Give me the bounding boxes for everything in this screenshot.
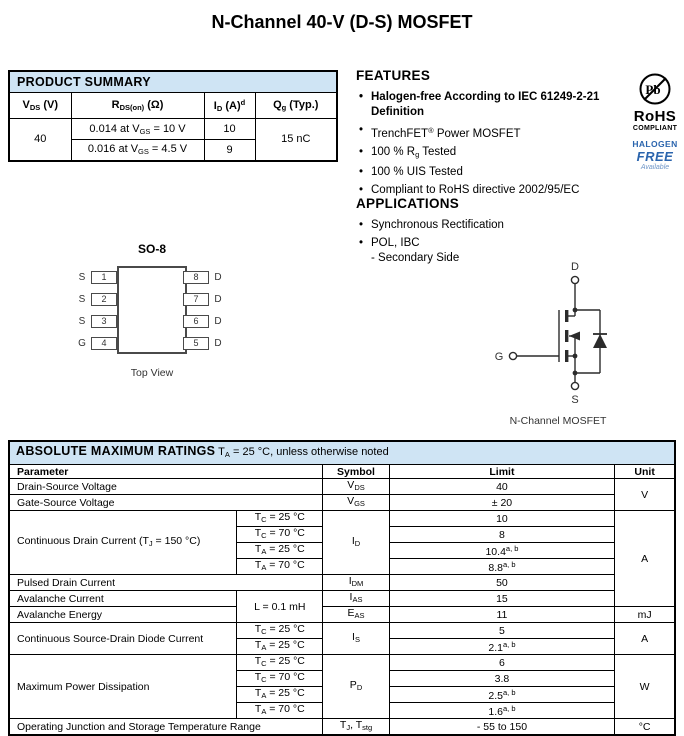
unit-cell: A	[615, 623, 675, 655]
limit-cell: 2.5$^{a, b}$	[389, 687, 615, 703]
pin-number-box: 3	[91, 315, 117, 328]
param-cell: Pulsed Drain Current	[9, 575, 323, 591]
rohs-label: RoHS	[633, 108, 677, 125]
condition-cell: $T_C = 70$ °C	[237, 671, 323, 687]
symbol-cell: $T_J$, $T_{stg}$	[323, 719, 389, 736]
package-title: SO-8	[137, 242, 166, 256]
unit-cell: mJ	[615, 607, 675, 623]
limit-cell: 10	[389, 511, 615, 527]
free-label: FREE	[636, 149, 674, 164]
unit-cell: °C	[615, 719, 675, 736]
applications-section	[356, 196, 624, 266]
available-label: Available	[640, 164, 670, 171]
unit-cell: V	[615, 479, 675, 511]
product-summary-table	[8, 70, 338, 162]
amr-row	[9, 511, 675, 527]
condition-cell: $T_C = 25$ °C	[237, 623, 323, 639]
amr-row	[9, 575, 675, 591]
amr-title-row	[9, 441, 675, 465]
halogen-label: HALOGEN	[632, 139, 678, 149]
symbol-cell: $I_S$	[323, 623, 389, 655]
mosfet-symbol	[478, 258, 638, 427]
limit-cell: 10.4$^{a, b}$	[389, 543, 615, 559]
mosfet-symbol-caption: N-Channel MOSFET	[509, 415, 607, 427]
product-summary-header-row	[9, 93, 337, 119]
features-heading: FEATURES	[356, 68, 431, 83]
pin-row	[73, 266, 231, 288]
limit-cell: 2.1$^{a, b}$	[389, 639, 615, 655]
col-header-symbol: Symbol	[323, 465, 389, 479]
rdson-value: 0.016 at $V_{GS} = 4.5$ V	[71, 140, 204, 161]
vds-value: 40	[9, 119, 71, 161]
condition-cell: $T_A = 70$ °C	[237, 703, 323, 719]
condition-cell: $T_C = 25$ °C	[237, 655, 323, 671]
product-summary-title-row	[9, 71, 337, 93]
amr-row	[9, 479, 675, 495]
pin-function-label: S	[78, 315, 86, 327]
pin-number-box: 7	[183, 293, 209, 306]
pin-row	[73, 288, 231, 310]
limit-cell: 1.6$^{a, b}$	[389, 703, 615, 719]
amr-row	[9, 623, 675, 639]
gate-label: G	[494, 351, 504, 363]
limit-cell: 11	[389, 607, 615, 623]
feature-item: • 100 % UIS Tested	[356, 165, 624, 180]
limit-cell: 15	[389, 591, 615, 607]
pin-number-box: 8	[183, 271, 209, 284]
pin-function-label: D	[214, 315, 222, 327]
features-list	[356, 90, 624, 198]
drain-label: D	[571, 261, 579, 273]
package-top-view	[73, 266, 231, 354]
param-cell: Gate-Source Voltage	[9, 495, 323, 511]
feature-item: • 100 % $R_g$ Tested	[356, 145, 624, 162]
rdson-value: 0.014 at $V_{GS} = 10$ V	[71, 119, 204, 140]
param-cell: Avalanche Energy	[9, 607, 237, 623]
application-item: • POL, IBC	[356, 236, 624, 251]
applications-list	[356, 218, 624, 251]
col-header-rdson: $R_{DS(on)}$ (Ω)	[71, 93, 204, 119]
pin-number-box: 1	[91, 271, 117, 284]
symbol-cell: $I_{DM}$	[323, 575, 389, 591]
feature-item: • Compliant to RoHS directive 2002/95/EC	[356, 183, 624, 198]
col-header-qg: $Q_g$ (Typ.)	[255, 93, 337, 119]
pin-number-box: 2	[91, 293, 117, 306]
condition-cell: $T_C = 25$ °C	[237, 511, 323, 527]
param-cell: Continuous Drain Current ($T_J = 150$ °C)	[9, 511, 237, 575]
param-cell: Operating Junction and Storage Temperature Range	[9, 719, 323, 736]
application-sub-item: - Secondary Side	[371, 252, 460, 264]
condition-cell: L = 0.1 mH	[237, 591, 323, 623]
limit-cell: 5	[389, 623, 615, 639]
symbol-cell: $I_D$	[323, 511, 389, 575]
amr-title: ABSOLUTE MAXIMUM RATINGS	[16, 444, 216, 458]
condition-cell: $T_A = 70$ °C	[237, 559, 323, 575]
product-summary-title: PRODUCT SUMMARY	[9, 71, 337, 93]
param-cell: Avalanche Current	[9, 591, 237, 607]
amr-subtitle: $T_A = 25$ °C, unless otherwise noted	[215, 446, 389, 459]
amr-row	[9, 591, 675, 607]
pb-free-icon	[638, 72, 672, 106]
pin-row	[73, 310, 231, 332]
limit-cell: 50	[389, 575, 615, 591]
feature-item: • Halogen-free According to IEC 61249-2-21 Definition	[356, 90, 624, 120]
symbol-cell: $I_{AS}$	[323, 591, 389, 607]
compliant-label: COMPLIANT	[632, 125, 678, 132]
pin-row	[73, 332, 231, 354]
condition-cell: $T_A = 25$ °C	[237, 687, 323, 703]
condition-cell: $T_A = 25$ °C	[237, 543, 323, 559]
limit-cell: - 55 to 150	[389, 719, 615, 736]
col-header-parameter: Parameter	[9, 465, 323, 479]
pin-function-label: S	[78, 271, 86, 283]
page-title: N-Channel 40-V (D-S) MOSFET	[211, 12, 473, 32]
application-item: • Synchronous Rectification	[356, 218, 624, 233]
condition-cell: $T_A = 25$ °C	[237, 639, 323, 655]
symbol-cell: $P_D$	[323, 655, 389, 719]
features-section	[356, 68, 624, 201]
pin-function-label: G	[78, 337, 86, 349]
limit-cell: 8	[389, 527, 615, 543]
pin-function-label: D	[214, 293, 222, 305]
limit-cell: 8.8$^{a, b}$	[389, 559, 615, 575]
unit-cell: A	[615, 511, 675, 607]
product-summary-row	[9, 119, 337, 140]
package-caption: Top View	[130, 367, 174, 379]
param-cell: Continuous Source-Drain Diode Current	[9, 623, 237, 655]
rohs-badge	[626, 72, 684, 171]
symbol-cell: $V_{GS}$	[323, 495, 389, 511]
limit-cell: 3.8	[389, 671, 615, 687]
source-label: S	[571, 394, 579, 406]
absolute-maximum-ratings-table	[8, 440, 676, 736]
pb-label: Pb	[645, 82, 661, 97]
mosfet-schematic-icon	[483, 258, 633, 406]
col-header-id: $I_D$ $(A)^d$	[204, 93, 255, 119]
pin-function-label: D	[214, 337, 222, 349]
symbol-cell: $V_{DS}$	[323, 479, 389, 495]
amr-row	[9, 495, 675, 511]
so8-package-diagram	[52, 242, 252, 379]
pin-function-label: D	[214, 271, 222, 283]
pin-number-box: 4	[91, 337, 117, 350]
limit-cell: 6	[389, 655, 615, 671]
pin-number-box: 6	[183, 315, 209, 328]
id-value: 9	[204, 140, 255, 161]
amr-row	[9, 607, 675, 623]
condition-cell: $T_C = 70$ °C	[237, 527, 323, 543]
col-header-vds: $V_{DS}$ (V)	[9, 93, 71, 119]
amr-row	[9, 719, 675, 736]
amr-row	[9, 655, 675, 671]
col-header-unit: Unit	[615, 465, 675, 479]
symbol-cell: $E_{AS}$	[323, 607, 389, 623]
param-cell: Maximum Power Dissipation	[9, 655, 237, 719]
pin-function-label: S	[78, 293, 86, 305]
pin-number-box: 5	[183, 337, 209, 350]
applications-heading: APPLICATIONS	[356, 196, 460, 211]
id-value: 10	[204, 119, 255, 140]
unit-cell: W	[615, 655, 675, 719]
limit-cell: 40	[389, 479, 615, 495]
param-cell: Drain-Source Voltage	[9, 479, 323, 495]
limit-cell: ± 20	[389, 495, 615, 511]
qg-value: 15 nC	[255, 119, 337, 161]
col-header-limit: Limit	[389, 465, 615, 479]
amr-header-row	[9, 465, 675, 479]
feature-item: • TrenchFET® Power MOSFET	[356, 123, 624, 142]
